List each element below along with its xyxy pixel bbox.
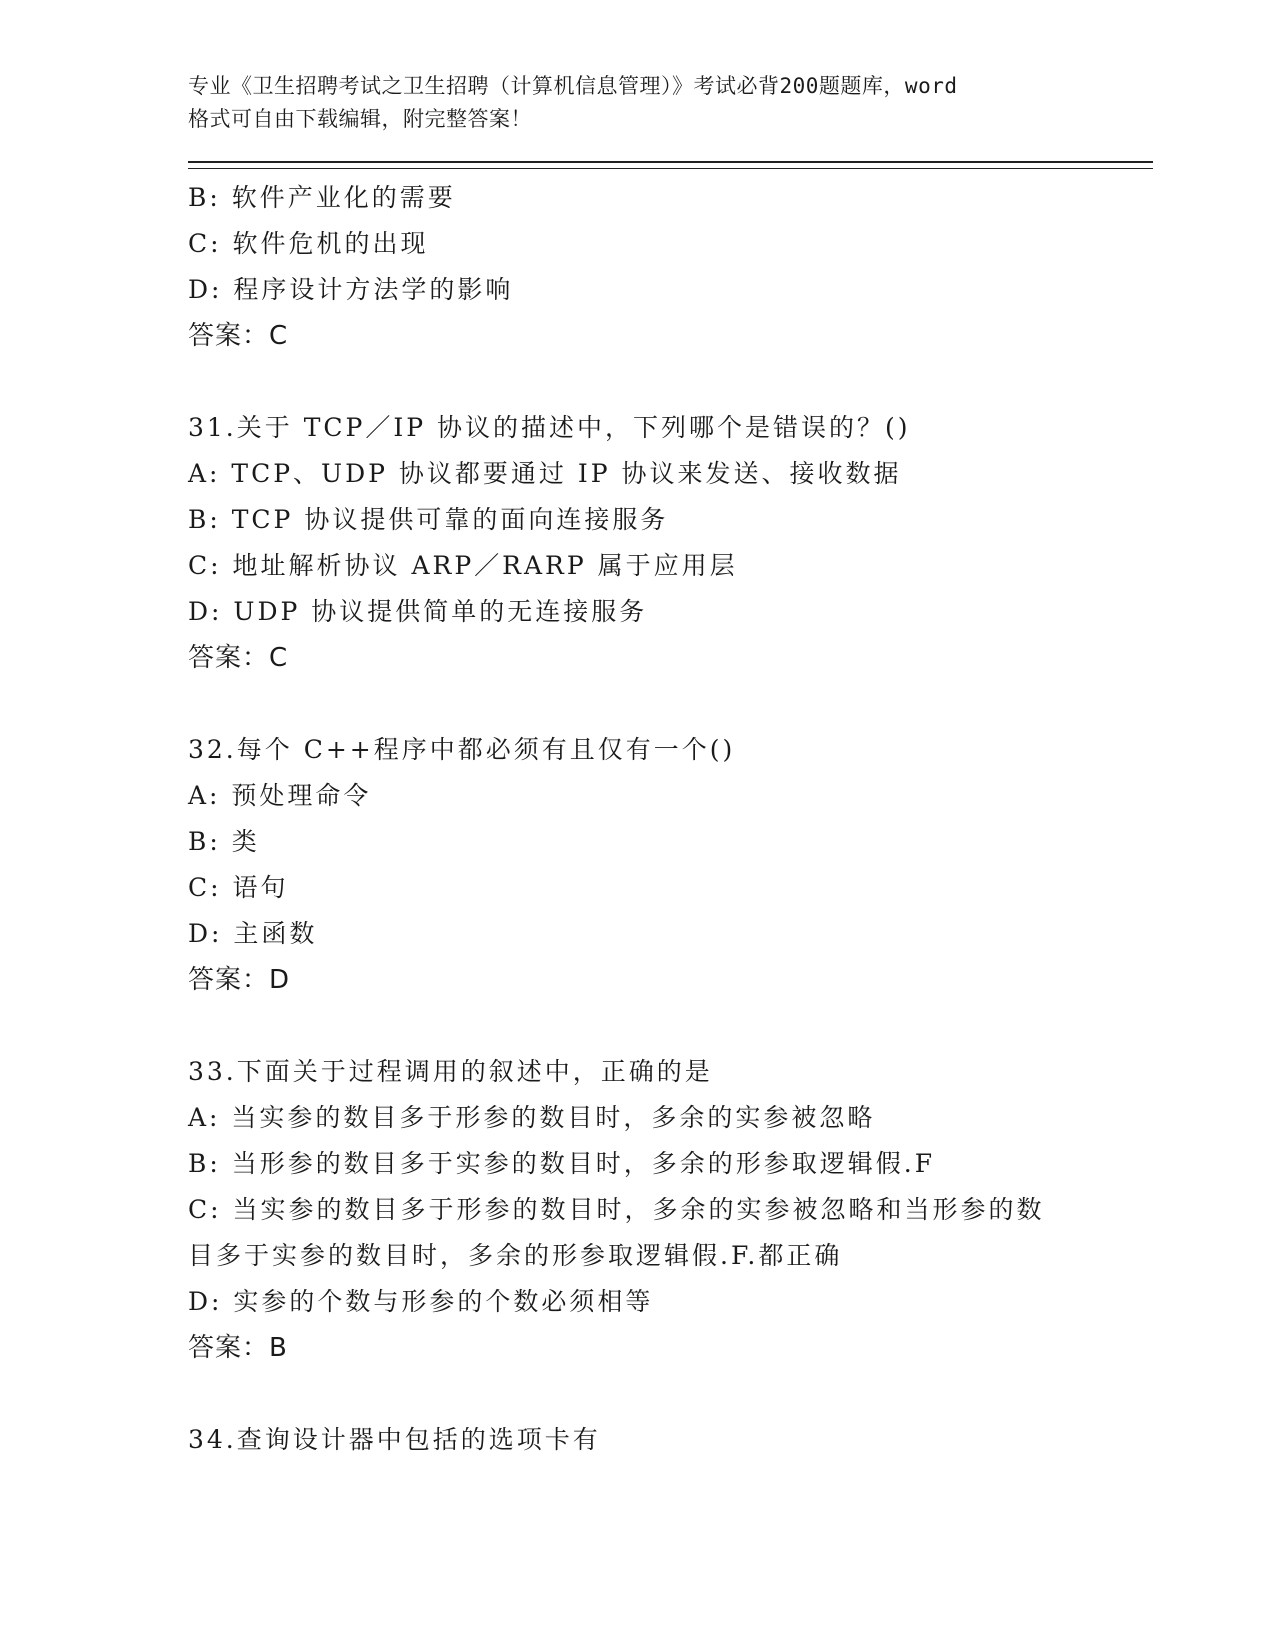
option-b: B: TCP 协议提供可靠的面向连接服务 [188, 505, 669, 534]
option-d: D: 主函数 [188, 919, 318, 948]
option-c: C: 地址解析协议 ARP／RARP 属于应用层 [188, 551, 738, 580]
question-text: 32.每个 C++程序中都必须有且仅有一个() [188, 735, 736, 764]
header-divider [188, 161, 1153, 169]
answer-label: 答案：C [188, 643, 289, 673]
question-32-block [188, 727, 1153, 1003]
spacer [188, 681, 1153, 727]
option-a: A: 预处理命令 [188, 781, 372, 810]
option-c: C: 软件危机的出现 [188, 229, 429, 258]
question-text: 33.下面关于过程调用的叙述中，正确的是 [188, 1057, 713, 1086]
question-33-block [188, 1049, 1153, 1371]
question-30-block [188, 175, 1153, 359]
doc-header-line-2: 格式可自由下载编辑，附完整答案！ [188, 107, 532, 131]
spacer [188, 1371, 1153, 1417]
option-b: B: 当形参的数目多于实参的数目时，多余的形参取逻辑假.F [188, 1149, 936, 1178]
question-34-block [188, 1417, 1153, 1463]
option-a: A: TCP、UDP 协议都要通过 IP 协议来发送、接收数据 [188, 459, 902, 488]
option-c-continued: 目多于实参的数目时，多余的形参取逻辑假.F.都正确 [188, 1241, 843, 1270]
answer-label: 答案：D [188, 965, 291, 995]
document-page [188, 70, 1153, 1463]
doc-header-line-1: 专业《卫生招聘考试之卫生招聘（计算机信息管理）》考试必背200题题库，word [188, 74, 958, 98]
answer-label: 答案：C [188, 321, 289, 351]
spacer [188, 359, 1153, 405]
option-b: B: 类 [188, 827, 260, 856]
question-31-block [188, 405, 1153, 681]
option-c: C: 语句 [188, 873, 289, 902]
answer-label: 答案：B [188, 1333, 288, 1363]
option-d: D: 实参的个数与形参的个数必须相等 [188, 1287, 654, 1316]
question-text: 34.查询设计器中包括的选项卡有 [188, 1425, 601, 1454]
spacer [188, 1003, 1153, 1049]
question-list [188, 175, 1153, 1463]
option-b: B: 软件产业化的需要 [188, 183, 456, 212]
option-d: D: UDP 协议提供简单的无连接服务 [188, 597, 648, 626]
question-text: 31.关于 TCP／IP 协议的描述中，下列哪个是错误的？() [188, 413, 911, 442]
option-a: A: 当实参的数目多于形参的数目时，多余的实参被忽略 [188, 1103, 876, 1132]
option-d: D: 程序设计方法学的影响 [188, 275, 514, 304]
option-c: C: 当实参的数目多于形参的数目时，多余的实参被忽略和当形参的数 [188, 1195, 1045, 1224]
